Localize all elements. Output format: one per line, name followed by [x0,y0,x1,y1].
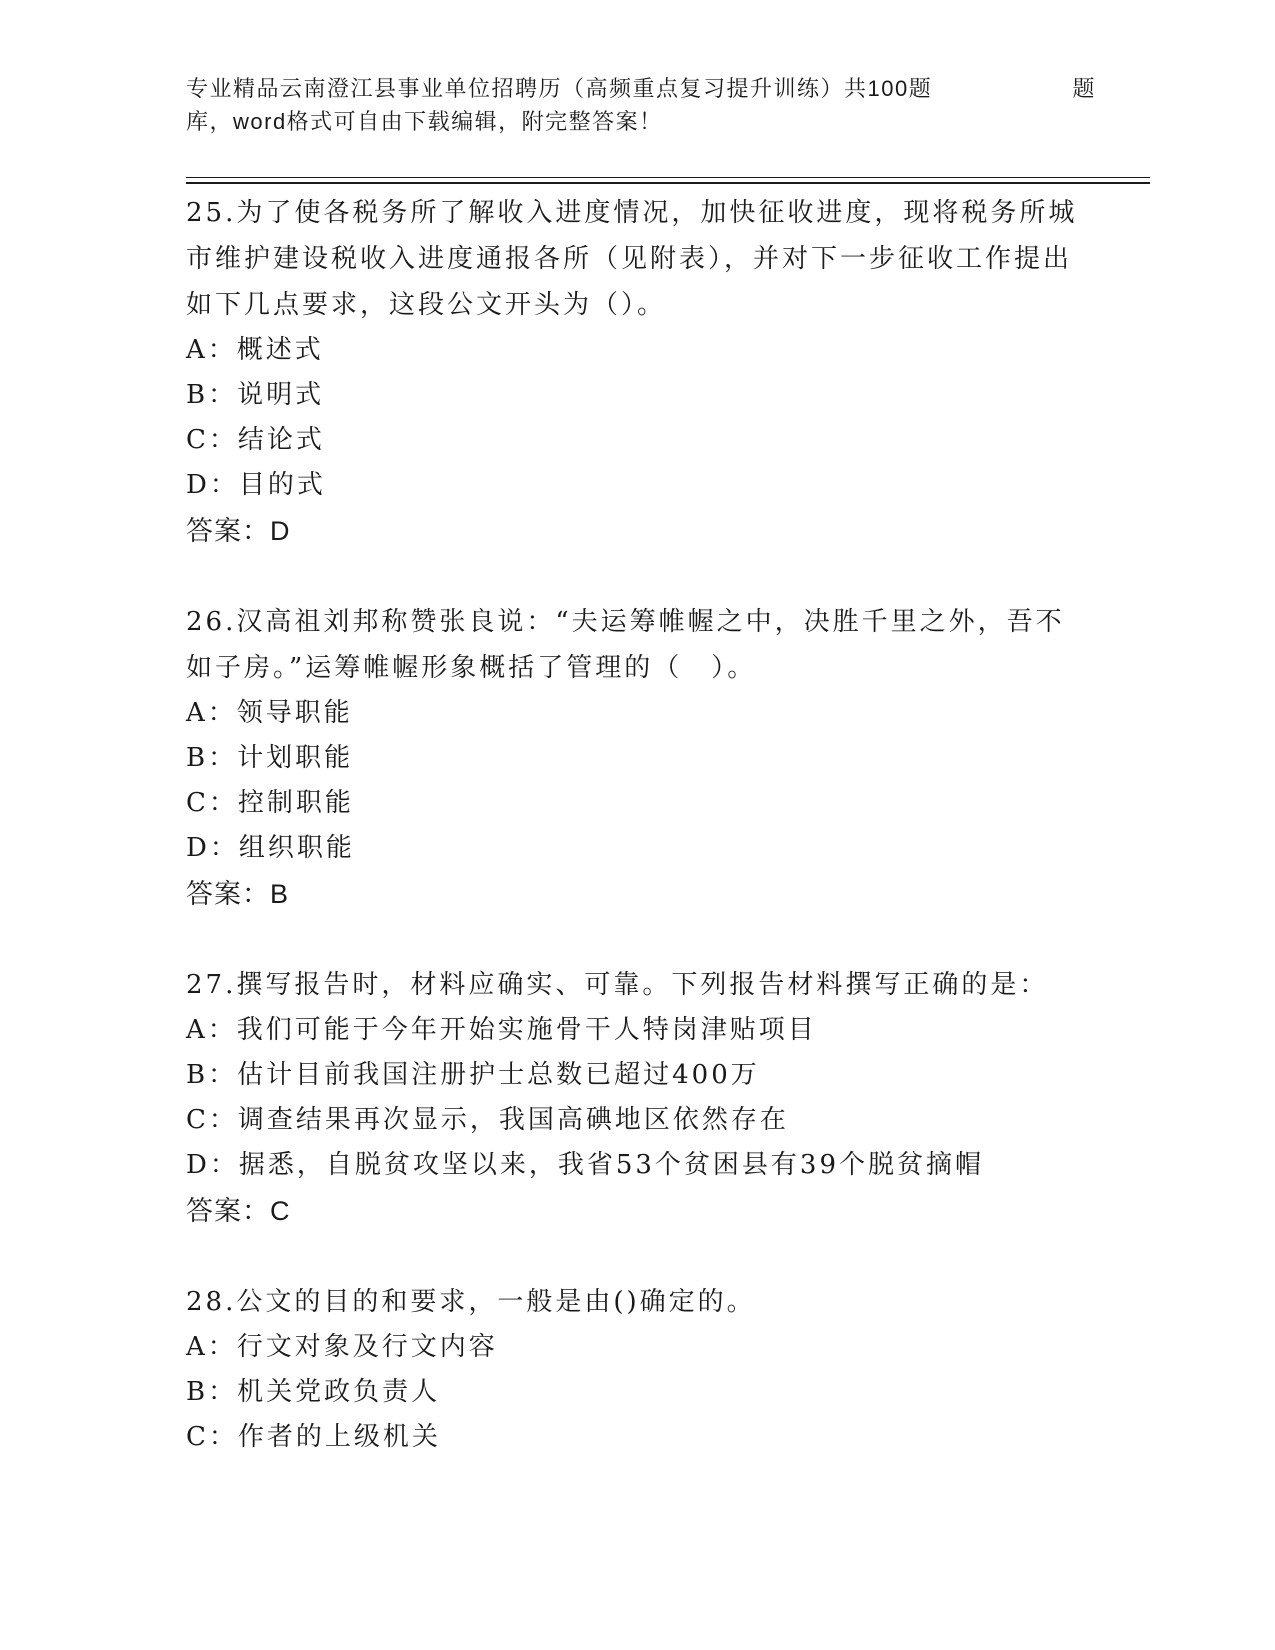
option-b: B：估计目前我国注册护士总数已超过400万 [186,1060,760,1090]
question-28 [186,1279,1086,1460]
option-c: C：作者的上级机关 [186,1422,441,1452]
header-divider-thin [186,177,1150,178]
option-a: A：我们可能于今年开始实施骨干人特岗津贴项目 [186,1015,817,1045]
question-25 [186,190,1086,554]
option-d: D：据悉，自脱贫攻坚以来，我省53个贫困县有39个脱贫摘帽 [186,1150,985,1180]
question-list [186,190,1086,1460]
header-title: 专业精品云南澄江县事业单位招聘历（高频重点复习提升训练）共100题 [186,76,933,101]
answer-line: 答案：D [186,516,291,546]
question-stem: 25.为了使各税务所了解收入进度情况，加快征收进度，现将税务所城市维护建设税收入进度通报各所（见附表），并对下一步征收工作提出如下几点要求，这段公文开头为（）。 [186,198,1078,320]
question-stem: 28.公文的目的和要求，一般是由()确定的。 [186,1287,756,1317]
option-c: C：结论式 [186,425,325,455]
answer-line: 答案：C [186,1196,291,1226]
option-c: C：调查结果再次显示，我国高碘地区依然存在 [186,1105,789,1135]
document-header [186,72,1096,138]
question-26 [186,599,1086,917]
option-d: D：目的式 [186,470,326,500]
option-a: A：领导职能 [186,698,353,728]
header-line-1 [186,72,1096,105]
header-line-2: 库，word格式可自由下载编辑，附完整答案！ [186,109,663,134]
option-a: A：概述式 [186,335,324,365]
question-stem: 27.撰写报告时，材料应确实、可靠。下列报告材料撰写正确的是： [186,970,1049,1000]
option-d: D：组织职能 [186,833,355,863]
question-stem: 26.汉高祖刘邦称赞张良说：“夫运筹帷幄之中，决胜千里之外，吾不如子房。”运筹帷幄形象概括了管理的（ ）。 [186,607,1065,683]
header-divider-thick [186,182,1150,184]
option-b: B：机关党政负责人 [186,1377,441,1407]
option-c: C：控制职能 [186,788,354,818]
header-title-tail: 题 [1072,76,1096,101]
option-b: B：计划职能 [186,743,354,773]
option-a: A：行文对象及行文内容 [186,1332,498,1362]
option-b: B：说明式 [186,380,325,410]
question-27 [186,962,1086,1234]
answer-line: 答案：B [186,879,290,909]
